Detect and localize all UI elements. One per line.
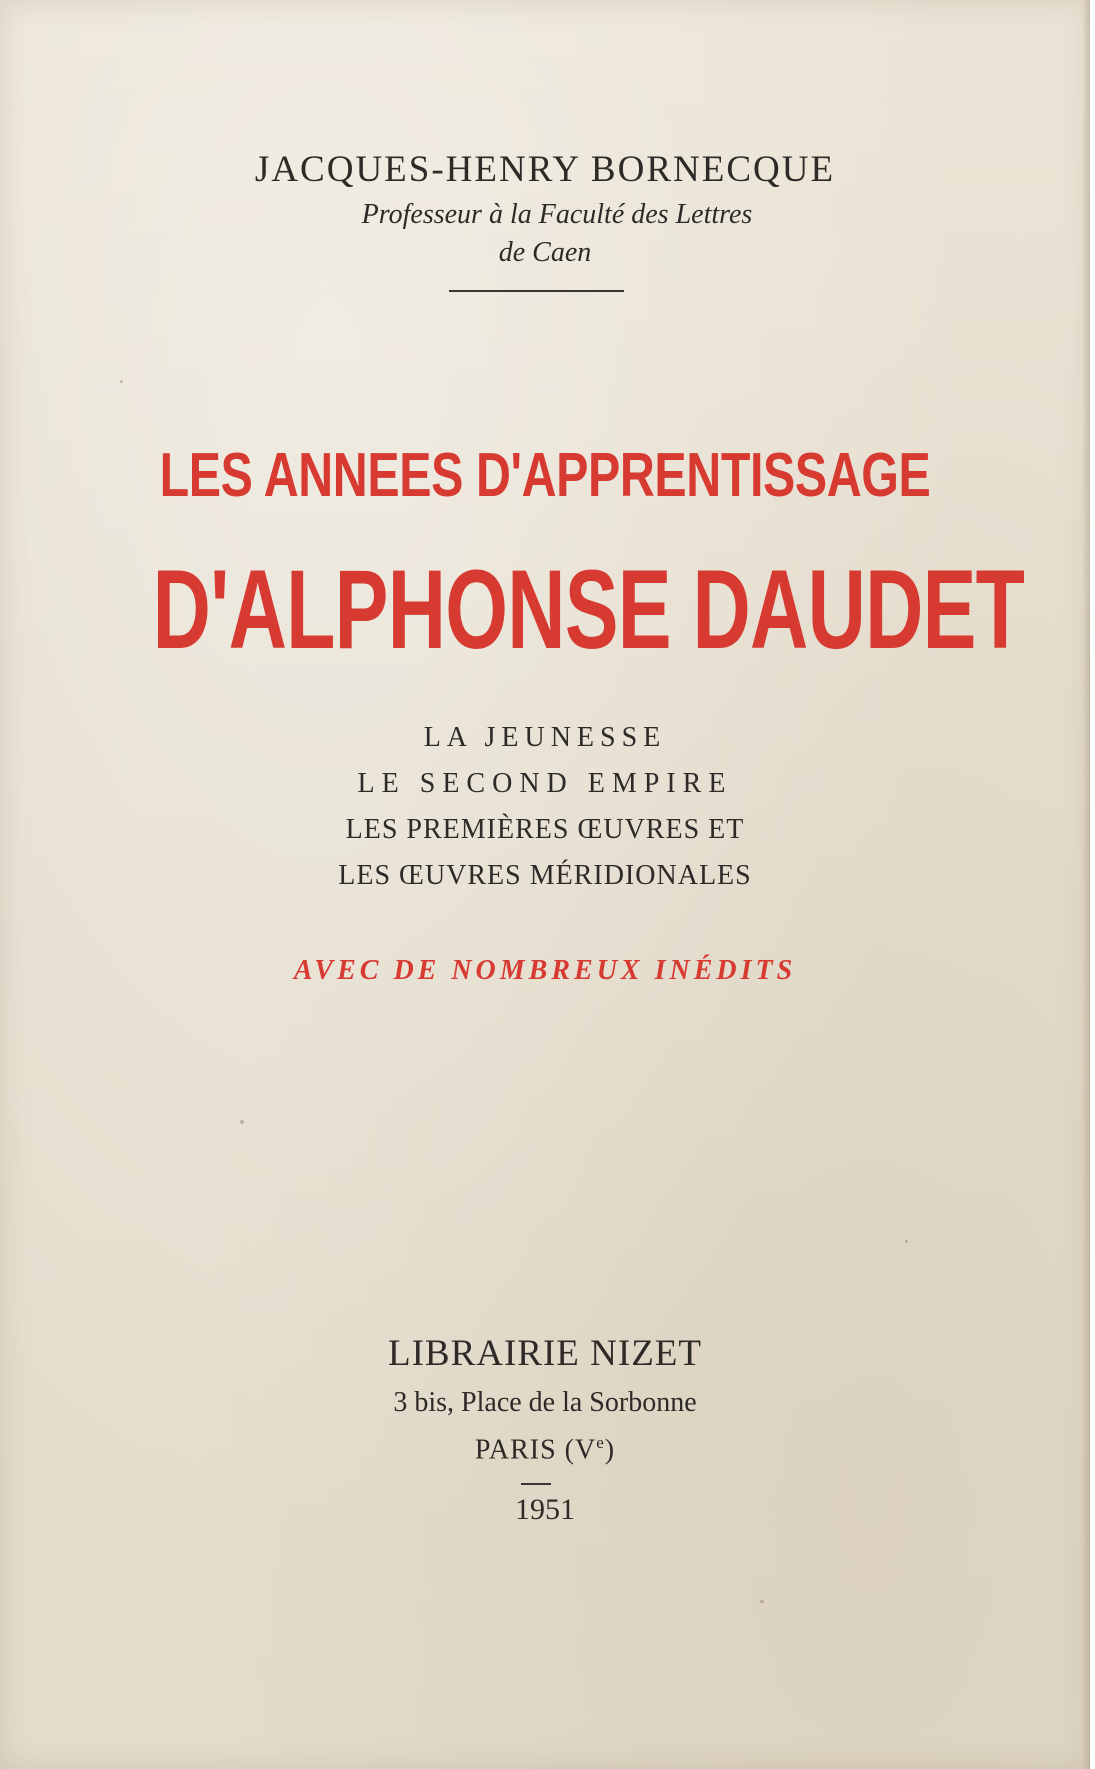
paper-speck <box>120 380 123 383</box>
paper-speck <box>760 1600 764 1603</box>
author-affiliation-line2: de Caen <box>498 237 592 268</box>
subtitle-line: LA JEUNESSE <box>423 722 667 753</box>
paper-speck <box>240 1120 244 1124</box>
tagline: AVEC DE NOMBREUX INÉDITS <box>293 955 797 986</box>
title-line1: LES ANNEES D'APPRENTISSAGE <box>159 441 931 510</box>
publisher-address: 3 bis, Place de la Sorbonne <box>393 1387 697 1418</box>
author-affiliation-line1: Professeur à la Faculté des Lettres <box>361 199 753 230</box>
publisher-city: PARIS (Ve) <box>474 1433 616 1466</box>
subtitle-line: LE SECOND EMPIRE <box>357 768 733 799</box>
divider-rule <box>449 290 624 292</box>
publication-year: 1951 <box>515 1493 575 1526</box>
subtitle-line: LES PREMIÈRES ŒUVRES ET <box>345 814 745 845</box>
author-name: JACQUES-HENRY BORNECQUE <box>254 149 836 190</box>
publisher-name: LIBRAIRIE NIZET <box>387 1333 703 1374</box>
paper-speck <box>905 1240 908 1243</box>
title-line2: D'ALPHONSE DAUDET <box>152 547 1025 672</box>
year-divider <box>521 1483 551 1485</box>
subtitle-line: LES ŒUVRES MÉRIDIONALES <box>338 860 752 891</box>
